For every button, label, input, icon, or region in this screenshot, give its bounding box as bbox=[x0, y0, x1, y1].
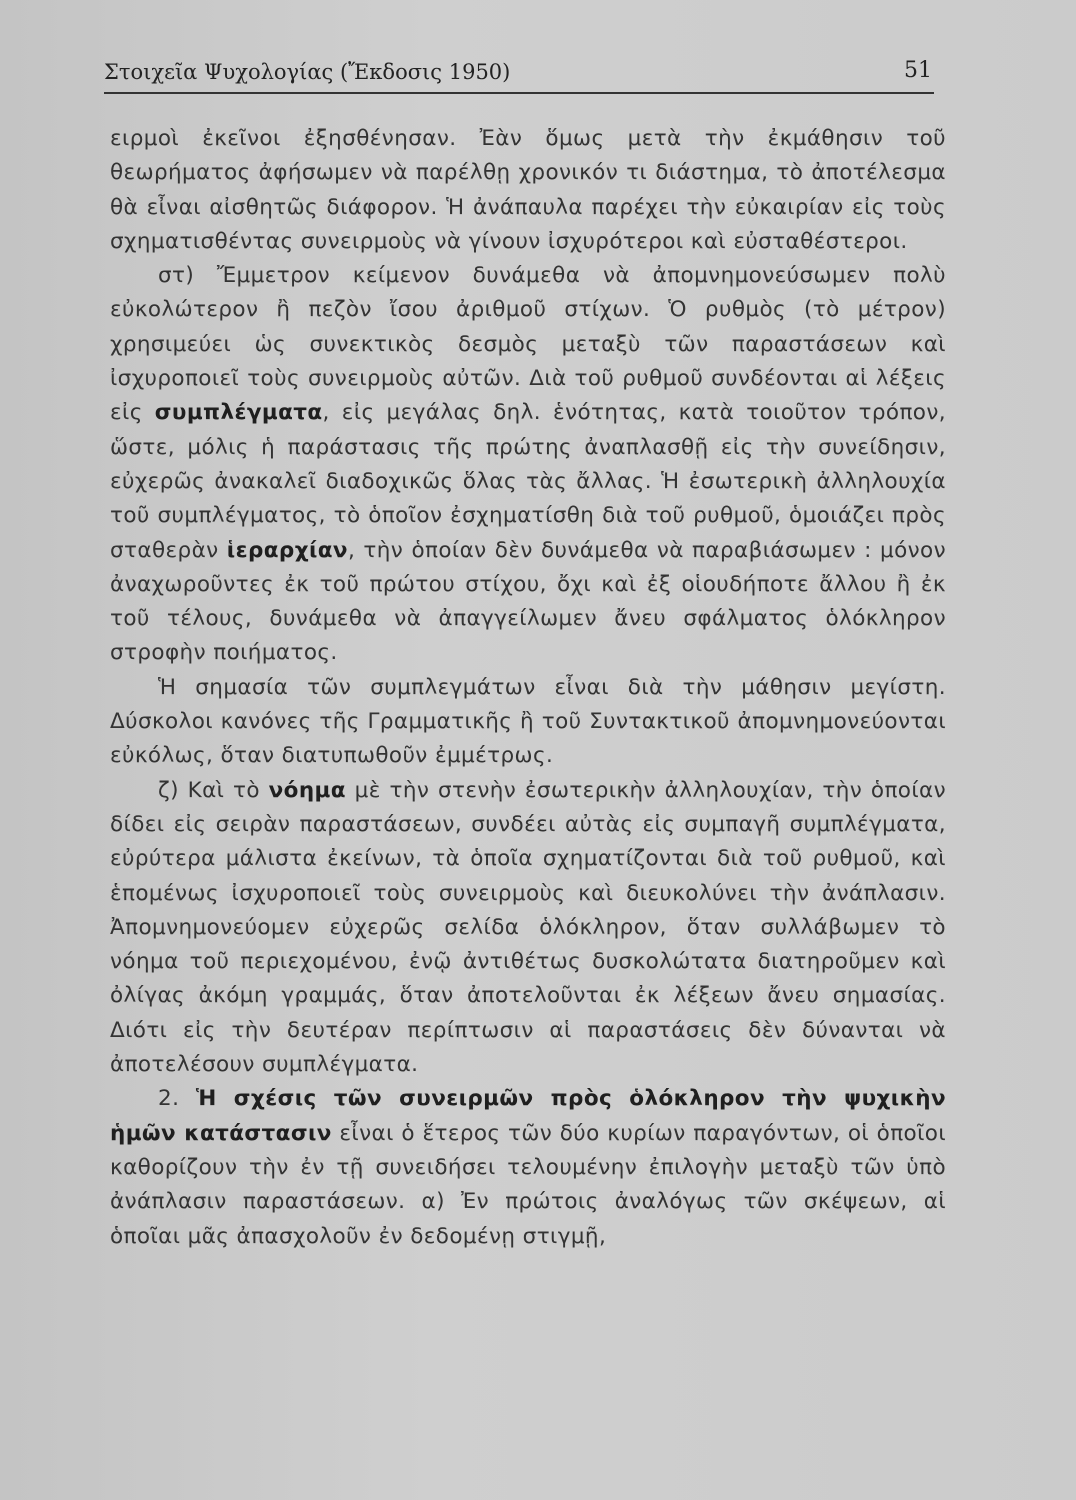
paragraph-z-text-a: ζ) Καὶ τὸ bbox=[158, 777, 260, 803]
paragraph-z-text-b: μὲ τὴν στενὴν ἐσωτερικὴν ἀλληλουχίαν, τὴν ὁποίαν δίδει εἰς σειρὰν παραστάσεων, συνδέει αὐτὰς εἰς συμπαγῆ συμπλέγματα, εὐρύτερα μάλιστα ἐκείνων, τὰ ὁποῖα σχηματίζονται διὰ τοῦ ρυθμοῦ, καὶ ἑπομένως ἰσχυροποιεῖ τοὺς συνειρμοὺς καὶ διευκολύνει τὴν ἀνάπλασιν. Ἀπομνημονεύομεν εὐχερῶς σελίδα ὁλόκληρον, ὅταν συλλάβωμεν τὸ νόημα τοῦ περιεχομένου, ἐνῷ ἀντιθέτως δυσκολώτατα διατηροῦμεν καὶ ὀλίγας ἀκόμη γραμμάς, ὅταν ἀποτελοῦνται ἐκ λέξεων ἄνευ σημασίας. Διότι εἰς τὴν δευτέραν περίπτωσιν αἱ παραστάσεις δὲν δύνανται νὰ ἀποτελέσουν συμπλέγματα. bbox=[110, 777, 947, 1078]
paragraph-st-text-a: στ) Ἔμμετρον κείμενον δυνάμεθα νὰ ἀπομνημονεύσωμεν πολὺ εὐκολώτερον ἢ πεζὸν ἴσου ἀριθμοῦ στίχων. Ὁ ρυθμὸς (τὸ μέτρον) χρησιμεύει ὡς συνεκτικὸς δεσμὸς μεταξὺ τῶν παραστάσεων καὶ ἰσχυροποιεῖ τοὺς συνειρμοὺς αὐτῶν. Διὰ τοῦ ρυθμοῦ συνδέονται αἱ λέξεις εἰς bbox=[110, 263, 946, 426]
page-header bbox=[104, 56, 934, 94]
term-ierarchian: ἱεραρχίαν bbox=[226, 537, 348, 563]
paragraph-st bbox=[110, 259, 946, 671]
paragraph-st-text-c: , τὴν ὁποίαν δὲν δυνάμεθα νὰ παραβιάσωμεν : μόνον ἀναχωροῦντες ἐκ τοῦ πρώτου στίχου, ὄχι καὶ ἐξ οἱουδήποτε ἄλλου ἢ ἐκ τοῦ τέλους, δυνάμεθα νὰ ἀπαγγείλωμεν ἄνευ σφάλματος ὁλόκληρον στροφὴν ποιήματος. bbox=[110, 537, 946, 666]
paragraph-z bbox=[110, 774, 946, 1083]
paragraph-1-text: ειρμοὶ ἐκεῖνοι ἐξησθένησαν. Ἐὰν ὅμως μετὰ τὴν ἐκμάθησιν τοῦ θεωρήματος ἀφήσωμεν νὰ παρέλθῃ χρονικόν τι διάστημα, τὸ ἀποτέλεσμα θὰ εἶναι αἰσθητῶς διάφορον. Ἡ ἀνάπαυλα παρέχει τὴν εὐκαιρίαν εἰς τοὺς σχηματισθέντας συνειρμοὺς νὰ γίνουν ἰσχυρότεροι καὶ εὐσταθέστεροι. bbox=[110, 126, 946, 254]
paragraph-significance-text: Ἡ σημασία τῶν συμπλεγμάτων εἶναι διὰ τὴν μάθησιν μεγίστη. Δύσκολοι κανόνες τῆς Γραμματικῆς ἢ τοῦ Συντακτικοῦ ἀπομνημονεύονται εὐκόλως, ὅταν διατυπωθοῦν ἐμμέτρως. bbox=[110, 674, 946, 769]
paragraph-st-text-b: , εἰς μεγάλας δηλ. ἑνότητας, κατὰ τοιοῦτον τρόπον, ὥστε, μόλις ἡ παράστασις τῆς πρώτης ἀναπλασθῇ εἰς τὴν συνείδησιν, εὐχερῶς ἀνακαλεῖ διαδοχικῶς ὅλας τὰς ἄλλας. Ἡ ἐσωτερικὴ ἀλληλουχία τοῦ συμπλέγματος, τὸ ὁποῖον ἐσχηματίσθη διὰ τοῦ ρυθμοῦ, ὁμοιάζει πρὸς σταθερὰν bbox=[110, 400, 946, 563]
body-text bbox=[110, 122, 946, 1254]
page-number: 51 bbox=[904, 58, 932, 83]
section-number: 2. bbox=[158, 1086, 180, 1112]
term-noema: νόημα bbox=[268, 777, 346, 803]
paragraph-2-text: εἶναι ὁ ἕτερος τῶν δύο κυρίων παραγόντων, οἱ ὁποῖοι καθορίζουν τὴν ἐν τῇ συνειδήσει τελουμένην ἐπιλογὴν μεταξὺ τῶν ὑπὸ ἀνάπλασιν παραστάσεων. α) Ἐν πρώτοις ἀναλόγως τῶν σκέψεων, αἱ ὁποῖαι μᾶς ἀπασχολοῦν ἐν δεδομένῃ στιγμῇ, bbox=[110, 1120, 947, 1249]
paragraph-2 bbox=[110, 1082, 946, 1253]
term-symplegmata: συμπλέγματα bbox=[154, 400, 323, 426]
section-heading: Ἡ σχέσις τῶν συνειρμῶν πρὸς ὁλόκληρον τὴν ψυχικὴν ἡμῶν κατάστασιν bbox=[110, 1086, 947, 1146]
paragraph-1 bbox=[110, 122, 946, 259]
paragraph-significance bbox=[110, 671, 946, 774]
running-title: Στοιχεῖα Ψυχολογίας (Ἔκδοσις 1950) bbox=[104, 60, 511, 84]
